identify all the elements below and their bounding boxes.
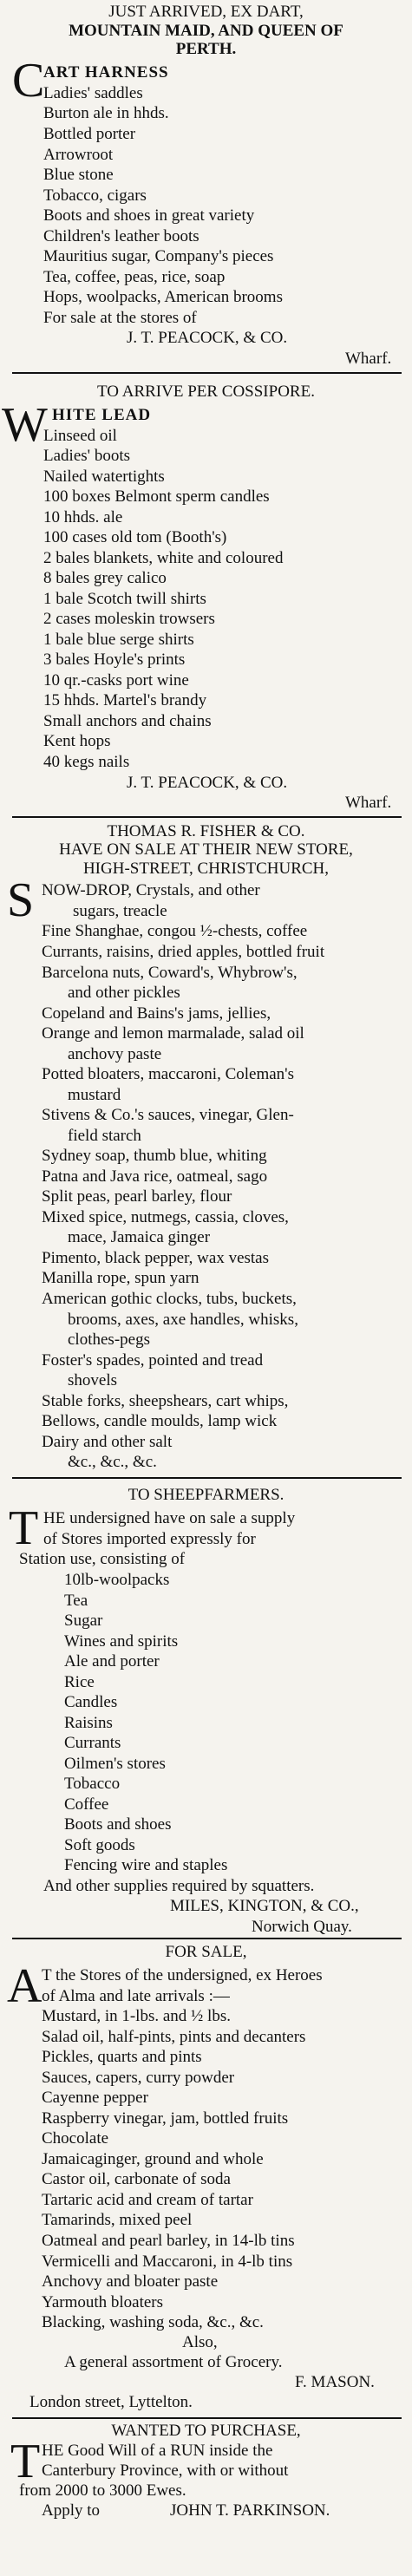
list-item: Cayenne pepper <box>42 2089 148 2108</box>
list-item: field starch <box>68 1126 141 1145</box>
list-item: Currants, raisins, dried apples, bottled fruit <box>42 942 325 961</box>
list-item: Vermicelli and Maccaroni, in 4-lb tins <box>42 2252 293 2271</box>
first-item-continued: sugars, treacle <box>73 901 167 920</box>
list-item: Hops, woolpacks, American brooms <box>43 288 283 307</box>
ad-title-line: MOUNTAIN MAID, AND QUEEN OF <box>69 21 343 40</box>
intro-line: of Alma and late arrivals :— <box>42 1986 230 2005</box>
first-item: NOW-DROP, Crystals, and other <box>42 881 260 900</box>
list-item: Nailed watertights <box>43 467 165 486</box>
ad-title-line: WANTED TO PURCHASE, <box>111 2422 301 2441</box>
ad-title-line: PERTH. <box>175 40 237 59</box>
list-item: Soft goods <box>64 1835 135 1854</box>
list-item: Barcelona nuts, Coward's, Whybrow's, <box>42 963 298 982</box>
list-item: mustard <box>68 1085 121 1104</box>
divider-rule <box>12 2417 402 2419</box>
list-item: Raisins <box>64 1713 113 1732</box>
list-item: 10 qr.-casks port wine <box>43 670 189 690</box>
advertiser-name: JOHN T. PARKINSON. <box>170 2501 330 2520</box>
intro-line: HE Good Will of a RUN inside the <box>42 2442 273 2461</box>
list-item: Small anchors and chains <box>43 711 212 730</box>
list-item: Pimento, black pepper, wax vestas <box>42 1248 270 1267</box>
list-item: Wines and spirits <box>64 1631 179 1651</box>
list-item: brooms, axes, axe handles, whisks, <box>68 1310 298 1329</box>
list-item: Blacking, washing soda, &c., &c. <box>42 2313 264 2332</box>
list-item: Fencing wire and staples <box>64 1856 228 1875</box>
intro-line: of Stores imported expressly for <box>43 1529 256 1548</box>
divider-rule <box>12 372 402 374</box>
ad-title-line: THOMAS R. FISHER & CO. <box>107 821 305 840</box>
list-item: Children's leather boots <box>43 226 199 245</box>
advertiser-name: J. T. PEACOCK, & CO. <box>127 773 288 792</box>
list-item: Mixed spice, nutmegs, cassia, cloves, <box>42 1207 289 1226</box>
list-item: Ladies' boots <box>43 447 130 466</box>
list-item: Mauritius sugar, Company's pieces <box>43 247 274 266</box>
drop-cap: T <box>10 2435 41 2489</box>
drop-cap: S <box>7 873 35 927</box>
ad-title-line: HIGH-STREET, CHRISTCHURCH, <box>82 860 330 879</box>
footer-line: Also, <box>182 2333 218 2352</box>
ad-title-line: HAVE ON SALE AT THEIR NEW STORE, <box>59 840 353 860</box>
divider-rule <box>12 1938 402 1939</box>
list-item: Salad oil, half-pints, pints and decanters <box>42 2027 306 2046</box>
advertiser-name: F. MASON. <box>295 2373 375 2392</box>
list-item: Stable forks, sheepshears, cart whips, <box>42 1391 289 1410</box>
list-item: Mustard, in 1-lbs. and ½ lbs. <box>42 2007 231 2026</box>
list-item: Tea <box>64 1591 88 1610</box>
footer-line: And other supplies required by squatters. <box>43 1876 315 1895</box>
ad-peacock-cossipore <box>0 376 412 813</box>
list-item: Dairy and other salt <box>42 1432 173 1451</box>
list-item: Tobacco <box>64 1775 121 1794</box>
footer-line: A general assortment of Grocery. <box>64 2353 283 2372</box>
intro-line: Station use, consisting of <box>19 1550 186 1569</box>
list-item: Tamarinds, mixed peel <box>42 2211 193 2230</box>
ad-title-line: FOR SALE, <box>165 1942 247 1961</box>
list-item: Bottled porter <box>43 124 136 143</box>
list-item: 100 cases old tom (Booth's) <box>43 528 227 547</box>
list-item: Castor oil, carbonate of soda <box>42 2170 231 2189</box>
list-item: clothes-pegs <box>68 1330 150 1350</box>
list-item: mace, Jamaica ginger <box>68 1228 211 1247</box>
list-item: Foster's spades, pointed and tread <box>42 1350 264 1370</box>
list-item: Kent hops <box>43 732 111 751</box>
intro-line: T the Stores of the undersigned, ex Heroes <box>42 1966 323 1985</box>
drop-cap: T <box>9 1500 39 1555</box>
drop-cap: A <box>7 1959 43 2014</box>
list-item: Candles <box>64 1693 118 1712</box>
list-item: Sauces, capers, curry powder <box>42 2068 235 2087</box>
list-item: Burton ale in hhds. <box>43 104 169 123</box>
list-item: Tobacco, cigars <box>43 186 147 205</box>
advertiser-address: Wharf. <box>345 794 392 813</box>
divider-rule <box>12 1477 402 1479</box>
divider-rule <box>12 816 402 818</box>
ad-title-line: TO SHEEPFARMERS. <box>128 1486 284 1505</box>
list-item: Patna and Java rice, oatmeal, sago <box>42 1167 268 1186</box>
ad-thomas-fisher <box>0 820 412 1472</box>
list-item: 1 bale Scotch twill shirts <box>43 589 206 608</box>
list-item: Yarmouth bloaters <box>42 2292 164 2311</box>
list-item: Chocolate <box>42 2129 109 2148</box>
list-item: Pickles, quarts and pints <box>42 2048 202 2067</box>
list-item: Oatmeal and pearl barley, in 14-lb tins <box>42 2232 295 2250</box>
list-item: Split peas, pearl barley, flour <box>42 1187 232 1206</box>
ad-miles-kington <box>0 1481 412 1936</box>
list-item: &c., &c., &c. <box>68 1453 157 1472</box>
list-item: 2 cases moleskin trowsers <box>43 610 215 629</box>
intro-line: Canterbury Province, with or without <box>42 2462 289 2481</box>
list-item: Boots and shoes <box>64 1815 172 1834</box>
list-item: Bellows, candle moulds, lamp wick <box>42 1412 278 1431</box>
list-item: Ale and porter <box>64 1652 160 1671</box>
list-item: American gothic clocks, tubs, buckets, <box>42 1290 297 1308</box>
list-item: 8 bales grey calico <box>43 569 167 588</box>
list-item: anchovy paste <box>68 1044 162 1063</box>
list-item: 15 hhds. Martel's brandy <box>43 691 207 710</box>
list-item: 10lb-woolpacks <box>64 1570 170 1589</box>
list-item: Tea, coffee, peas, rice, soap <box>43 267 226 286</box>
list-item: 40 kegs nails <box>43 752 130 771</box>
list-item: Blue stone <box>43 166 114 185</box>
list-item: Ladies' saddles <box>43 83 143 102</box>
list-item: Orange and lemon marmalade, salad oil <box>42 1024 304 1043</box>
list-item: Linseed oil <box>43 426 117 445</box>
drop-cap: C <box>12 54 45 108</box>
advertiser-address: Wharf. <box>345 349 392 368</box>
first-item: ART HARNESS <box>43 63 169 82</box>
ad-title-line: JUST ARRIVED, EX DART, <box>108 2 304 21</box>
list-item: Potted bloaters, maccaroni, Coleman's <box>42 1065 294 1084</box>
list-item: Rice <box>64 1672 95 1691</box>
advertiser-address: Norwich Quay. <box>252 1918 352 1936</box>
footer-line: Apply to <box>42 2501 101 2520</box>
list-item: Coffee <box>64 1795 109 1814</box>
list-item: Raspberry vinegar, jam, bottled fruits <box>42 2109 289 2128</box>
list-item: shovels <box>68 1371 117 1390</box>
list-item: 1 bale blue serge shirts <box>43 630 194 649</box>
advertiser-address: London street, Lyttelton. <box>29 2393 193 2412</box>
list-item: 3 bales Hoyle's prints <box>43 651 186 670</box>
list-item: 10 hhds. ale <box>43 507 123 526</box>
list-item: Copeland and Bains's jams, jellies, <box>42 1004 271 1023</box>
list-item: Fine Shanghae, congou ½-chests, coffee <box>42 922 308 941</box>
list-item: Sugar <box>64 1612 103 1631</box>
ad-title-line: TO ARRIVE PER COSSIPORE. <box>97 382 315 401</box>
list-item: Currants <box>64 1734 121 1753</box>
advertiser-name: MILES, KINGTON, & CO., <box>170 1897 359 1916</box>
list-item: Boots and shoes in great variety <box>43 206 255 226</box>
first-item: HITE LEAD <box>52 405 152 424</box>
drop-cap: W <box>2 397 48 452</box>
footer-line: For sale at the stores of <box>43 308 197 327</box>
list-item: Stivens & Co.'s sauces, vinegar, Glen- <box>42 1106 294 1125</box>
list-item: and other pickles <box>68 984 180 1003</box>
list-item: Tartaric acid and cream of tartar <box>42 2190 253 2209</box>
intro-line: HE undersigned have on sale a supply <box>43 1509 296 1528</box>
advertiser-name: J. T. PEACOCK, & CO. <box>127 329 288 348</box>
list-item: 2 bales blankets, white and coloured <box>43 548 284 567</box>
list-item: Jamaicaginger, ground and whole <box>42 2149 264 2168</box>
intro-line: from 2000 to 3000 Ewes. <box>19 2481 186 2501</box>
list-item: Manilla rope, spun yarn <box>42 1269 199 1288</box>
list-item: Anchovy and bloater paste <box>42 2272 219 2292</box>
list-item: Sydney soap, thumb blue, whiting <box>42 1147 267 1166</box>
list-item: 100 boxes Belmont sperm candles <box>43 487 270 507</box>
list-item: Arrowroot <box>43 145 114 164</box>
list-item: Oilmen's stores <box>64 1754 166 1773</box>
